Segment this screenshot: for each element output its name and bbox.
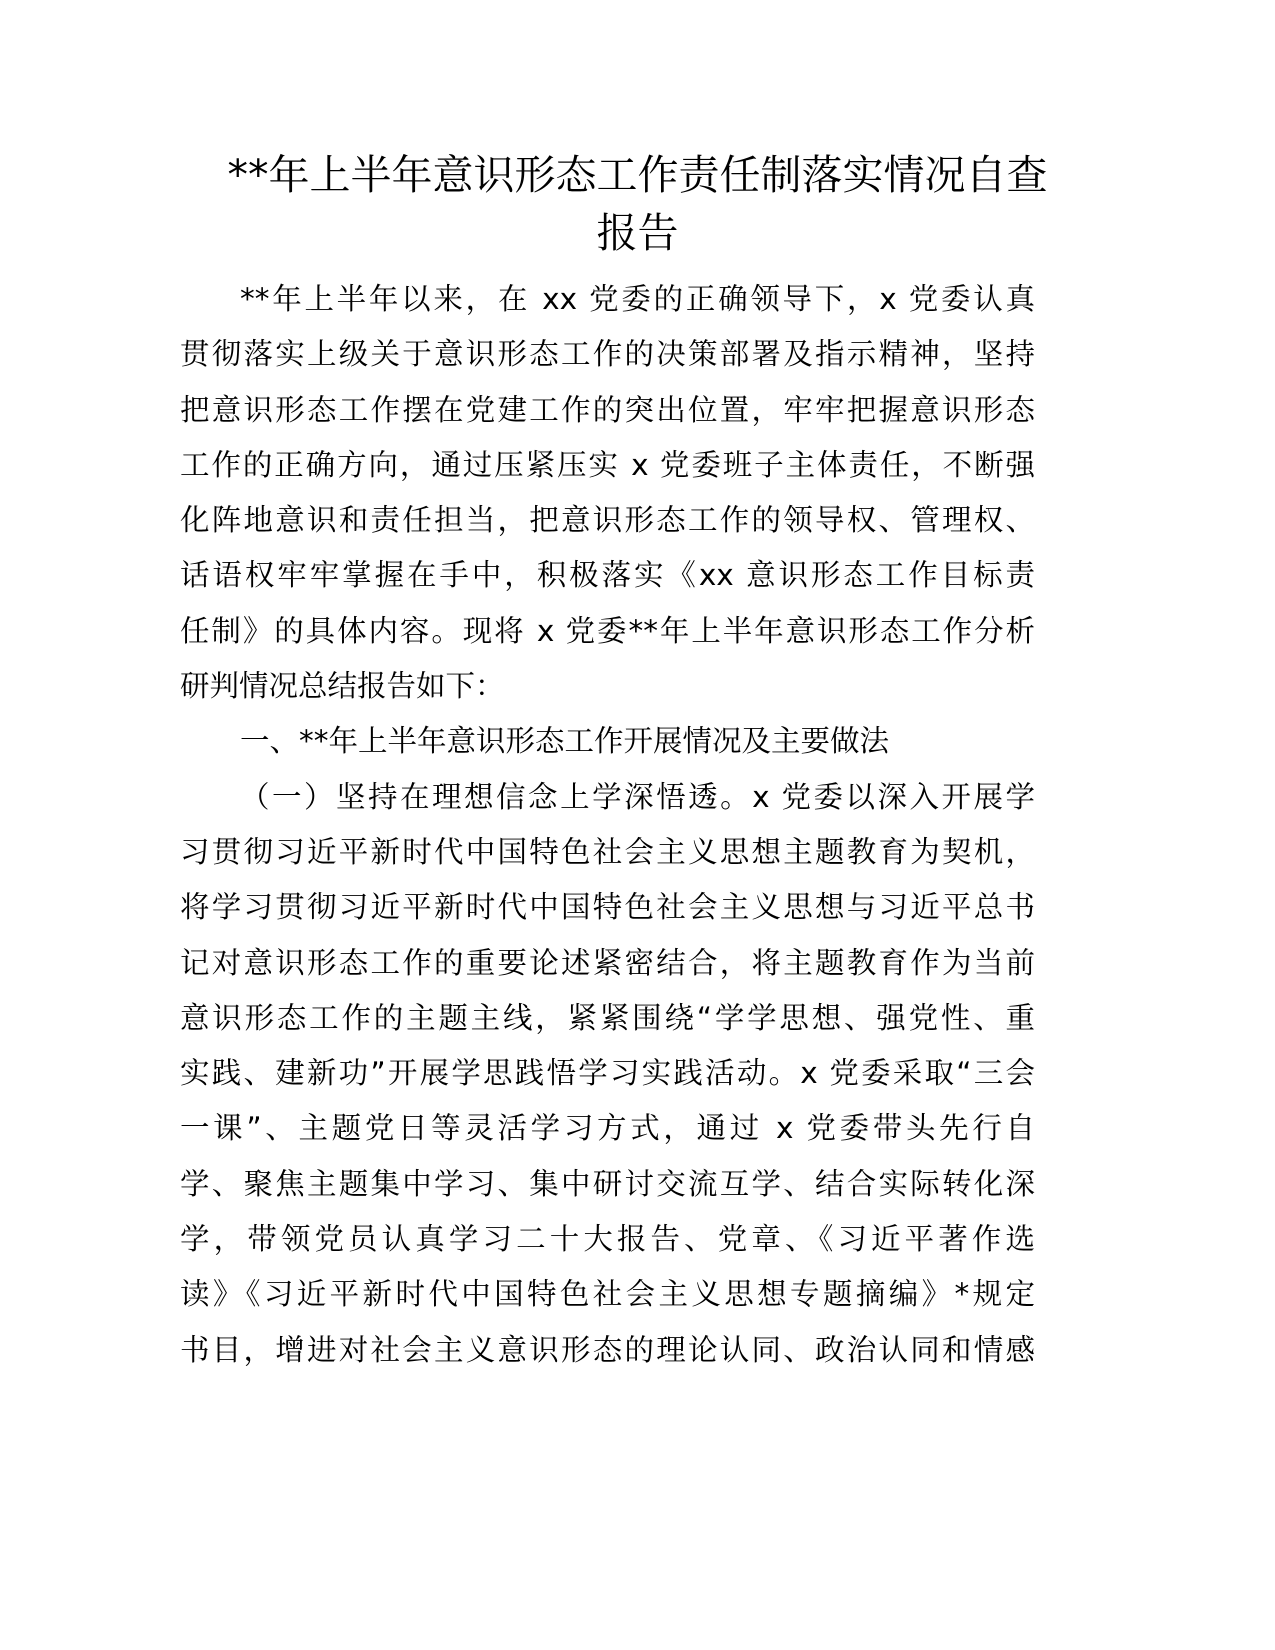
text-line: 记对意识形态工作的重要论述紧密结合，将主题教育作为当前 [180,945,1035,980]
document-body [180,272,1035,1378]
text-line: （一）坚持在理想信念上学深悟透。x 党委以深入开展学 [240,779,1035,814]
text-line: 意识形态工作的主题主线，紧紧围绕“学学思想、强党性、重 [180,1000,1035,1035]
title-line-2: 报告 [596,209,679,257]
text-line: 实践、建新功”开展学思践悟学习实践活动。x 党委采取“三会 [180,1056,1035,1091]
paragraph-section-1-1 [180,770,1035,1378]
text-line: 话语权牢牢掌握在手中，积极落实《xx 意识形态工作目标责 [180,558,1035,593]
text-line: 化阵地意识和责任担当，把意识形态工作的领导权、管理权、 [180,503,1035,538]
text-line: 一课”、主题党日等灵活学习方式，通过 x 党委带头先行自 [180,1111,1035,1146]
text-line: 把意识形态工作摆在党建工作的突出位置，牢牢把握意识形态 [180,392,1035,427]
text-line: 研判情况总结报告如下： [180,669,505,704]
section-heading: 一、**年上半年意识形态工作开展情况及主要做法 [240,724,890,759]
document-title [0,146,1275,262]
text-line: 书目，增进对社会主义意识形态的理论认同、政治认同和情感 [180,1332,1035,1367]
title-line-1: **年上半年意识形态工作责任制落实情况自查 [227,151,1048,199]
text-line: 工作的正确方向，通过压紧压实 x 党委班子主体责任，不断强 [180,447,1035,482]
text-line: 将学习贯彻习近平新时代中国特色社会主义思想与习近平总书 [180,890,1035,925]
text-line: 习贯彻习近平新时代中国特色社会主义思想主题教育为契机， [180,834,1035,869]
text-line: 读》《习近平新时代中国特色社会主义思想专题摘编》*规定 [180,1277,1035,1312]
text-line: 贯彻落实上级关于意识形态工作的决策部署及指示精神，坚持 [180,337,1035,372]
text-line: **年上半年以来，在 xx 党委的正确领导下，x 党委认真 [240,282,1035,316]
text-line: 学、聚焦主题集中学习、集中研讨交流互学、结合实际转化深 [180,1166,1035,1201]
paragraph-intro [180,272,1035,714]
text-line: 学，带领党员认真学习二十大报告、党章、《习近平著作选 [180,1222,1035,1257]
text-line: 任制》的具体内容。现将 x 党委**年上半年意识形态工作分析 [180,613,1035,648]
